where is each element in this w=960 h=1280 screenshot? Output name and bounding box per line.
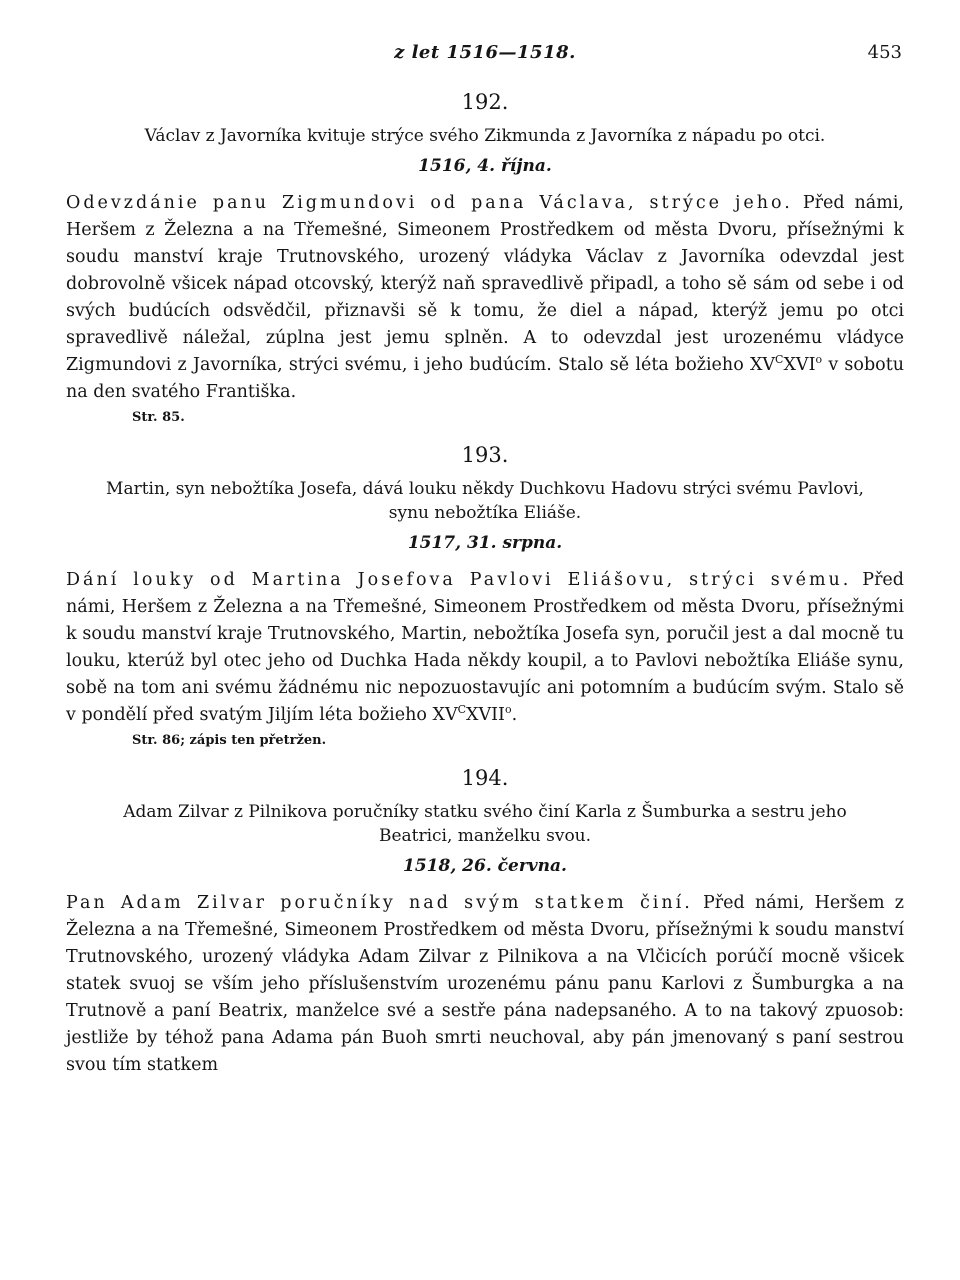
entry-date: 1518, 26. června. xyxy=(403,856,567,876)
page-number: 453 xyxy=(867,42,902,63)
running-head xyxy=(66,42,904,72)
entry-body-end: . xyxy=(511,705,518,725)
entry-summary xyxy=(66,800,904,848)
entry-body: Před námi, Heršem z Železna a na Třemešné, Simeonem Prostředkem od města Dvoru, přísežnými k soudu manství kraje Trutnovského, Martin, nebožtíka Josefa syn, poručil jest a dal mocně tu louku, kterúž byl otec jeho od Duchka Hada někdy koupil, a to Pavlovi nebožtíka Eliáše synu, sobě na tom ani svému žádnému nic nepozuostavujíc ani potomním a budúcím svým. Stalo sě v pondělí před svatým Jiljím léta božieho XV xyxy=(66,570,904,725)
entry-body: Před námi, Heršem z Železna a na Třemešné, Simeonem Prostředkem od města Dvoru, přísežnými k soudu manství Trutnovského, urozený vládyka Adam Zilvar z Pilnikova a na Vlčicích porúčí mocně všicek statek svuoj se vším jeho příslušenstvím urozenému pánu panu Karlovi z Šumburgka a na Trutnově a paní Beatrix, manželce své a sestře pána nadepsaného. A to na takový zpuosob: jestliže by téhož pana Adama pán Buoh smrti neuchoval, aby pán jmenovaný s paní sestrou svou tím statkem xyxy=(66,893,904,1075)
entry-text xyxy=(66,890,904,1079)
entry-text xyxy=(66,567,904,729)
summary-line: Václav z Javorníka kvituje strýce svého Zikmunda z Javorníka z nápadu po otci. xyxy=(144,126,826,146)
summary-line: Adam Zilvar z Pilnikova poručníky statku svého činí Karla z Šumburka a sestru jeho xyxy=(123,802,847,822)
roman-superscript: C xyxy=(457,703,467,717)
entry-summary xyxy=(66,477,904,525)
entry-194 xyxy=(66,766,904,1079)
roman-superscript: o xyxy=(815,353,823,367)
entry-192 xyxy=(66,90,904,425)
source-reference: Str. 86; zápis ten přetržen. xyxy=(132,733,327,748)
roman-superscript: o xyxy=(504,703,512,717)
entry-body-mid: XVI xyxy=(783,355,816,375)
entry-heading: Odevzdánie panu Zigmundovi od pana Václava, strýce jeho. xyxy=(66,193,793,213)
entry-date: 1517, 31. srpna. xyxy=(407,533,563,553)
summary-line: Martin, syn nebožtíka Josefa, dává louku někdy Duchkovu Hadovu strýci svému Pavlovi, xyxy=(106,479,864,499)
roman-superscript: C xyxy=(775,353,784,367)
summary-line: Beatrici, manželku svou. xyxy=(378,826,592,846)
source-reference: Str. 85. xyxy=(132,410,185,425)
running-title: z let 1516—1518. xyxy=(394,42,576,63)
entry-date: 1516, 4. října. xyxy=(418,156,552,176)
entry-heading: Pan Adam Zilvar poručníky nad svým statkem činí. xyxy=(66,893,693,913)
entry-text xyxy=(66,190,904,406)
entry-body-mid: XVII xyxy=(466,705,505,725)
entry-heading: Dání louky od Martina Josefova Pavlovi Eliášovu, strýci svému. xyxy=(66,570,852,590)
entry-body: Před námi, Heršem z Železna a na Třemešné, Simeonem Prostředkem od města Dvoru, přísežnými k soudu manství kraje Trutnovského, urozený vládyka Václav z Javorníka odevzdal jest dobrovolně všicek nápad otcovský, kterýž naň spravedlivě připadl, a toho sě sám od sebe i od svých budúcích odsvědčil, přiznavši sě k tomu, že diel a nápad, kterýž jemu po otci spravedlivě náležal, zúplna jest jemu splněn. A to odevzdal jest urozenému vládyce Zigmundovi z Javorníka, strýci svému, i jeho budúcím. Stalo sě léta božieho XV xyxy=(66,193,904,375)
entry-body-end: v sobotu na den svatého Františka. xyxy=(66,355,904,402)
entry-number: 194. xyxy=(461,766,509,790)
entry-number: 193. xyxy=(461,443,509,467)
summary-line: synu nebožtíka Eliáše. xyxy=(388,503,582,523)
entry-number: 192. xyxy=(461,90,509,114)
entry-193 xyxy=(66,443,904,748)
entry-summary xyxy=(66,124,904,148)
